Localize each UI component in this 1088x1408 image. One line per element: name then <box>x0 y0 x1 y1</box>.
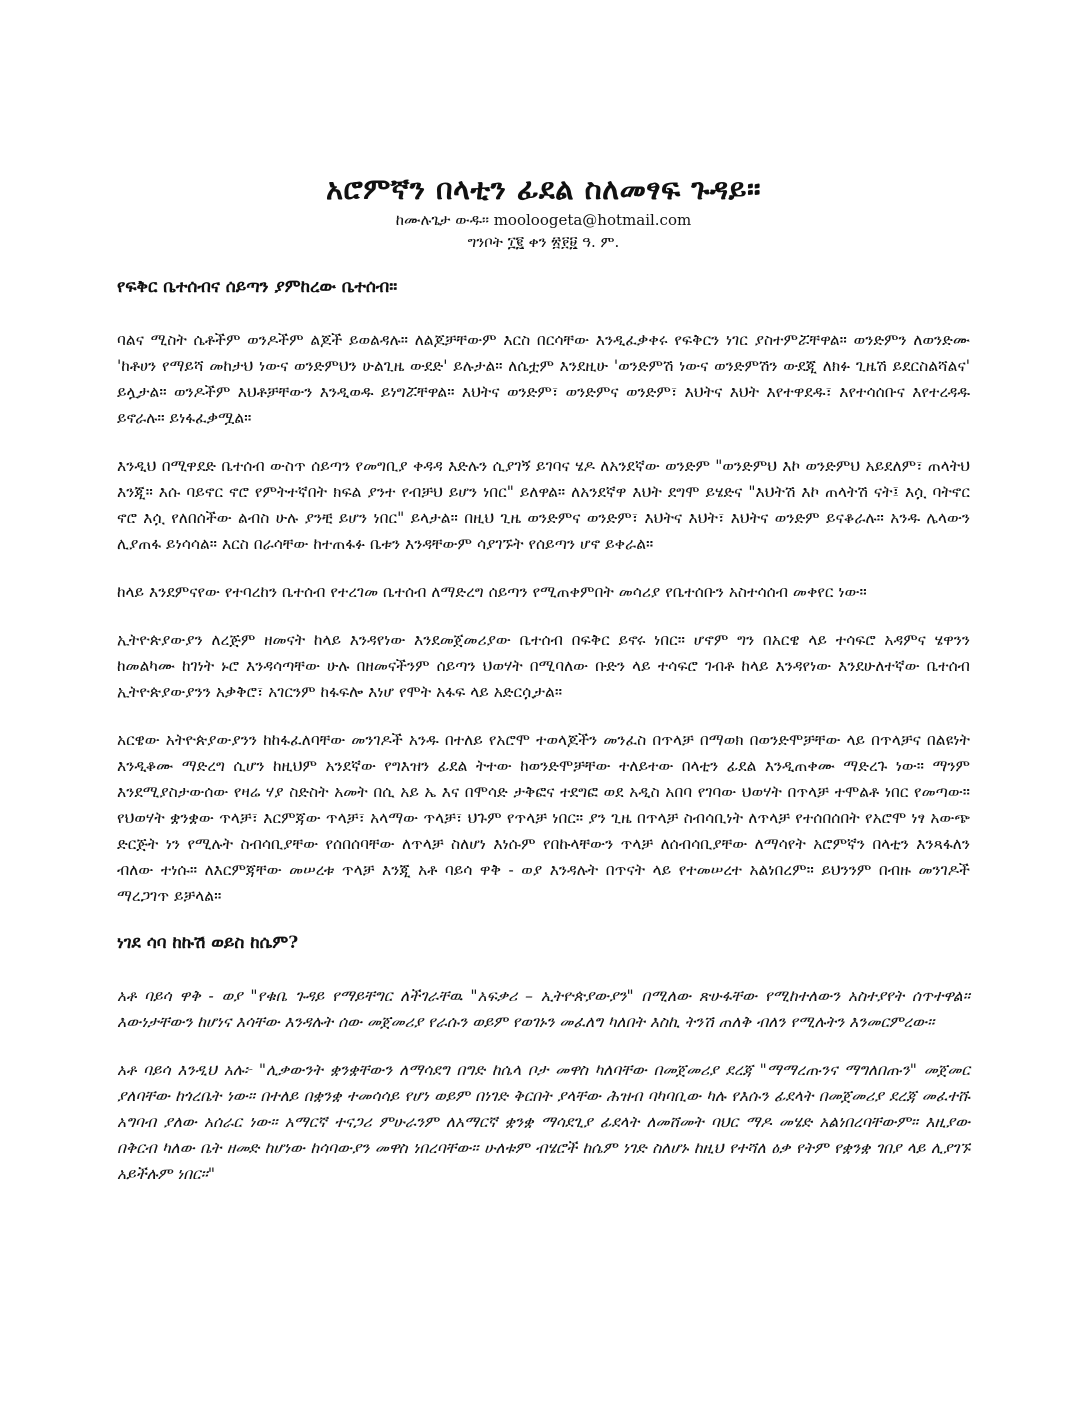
date-prefix: ግንቦት <box>467 233 508 251</box>
quoted-paragraph: አቶ ባይሳ እንዲህ አሉ፦ "ሊቃውንት ቋንቋቸውን ለማሳደግ በግድ ከሴላ ቦታ መዋስ ካለባቸው በመጀመሪያ ደረጃ "ማማረጡንና ማግለበጡን" መጀመር ያለባቸው ከጎረቤት ነው። በተለይ በቋንቋ ተመሳሳይ የሆነ ወይም በነገድ ቅርበት ያላቸው ሕዝብ ባካባቢው ካሉ የእሱን ፊደላት በመጀመሪያ ደረጃ መፈተሹ አግባብ ያለው አሰራር ነው። አማርኛ ተናጋሪ ምሁራንም ለአማርኛ ቋንቋ ማሳደጊያ ፊደላት ለመሸመት ባህር ማዶ መሄድ አልነበረባቸውም። እዚያው በቅርብ ካለው ቤት ዘመድ ከሆነው ከሳባውያን መዋስ ነበረባቸው። ሁለቱም ብሄሮች ከሴም ነገድ ስለሆኑ ከዚህ የተሻለ ዕቃ የትም የቋንቋ ገበያ ላይ ሊያገኙ አይችሉም ነበር።" <box>117 1061 971 1183</box>
document-title: አሮምኛን በላቲን ፊደል ስለመፃፍ ጉዳይ። <box>326 172 761 206</box>
paragraph: ከላይ እንደምናየው የተባረከን ቤተሰብ የተረገመ ቤተሰብ ለማድረግ ሰይጣን የሚጠቀምበት መሳሪያ የቤተሰቡን አስተሳሰብ መቀየር ነው። <box>117 583 867 601</box>
section-heading: ነገደ ሳባ ከኩሽ ወይስ ከሴም? <box>117 933 299 953</box>
document-date <box>117 231 970 253</box>
section-heading: የፍቅር ቤተሰብና ሰይጣን ያምከረው ቤተሰብ። <box>117 277 398 297</box>
paragraph: እንዲህ በሚዋደድ ቤተሰብ ውስጥ ሰይጣን የመግቢያ ቀዳዳ እድሉን ሲያገኝ ይገባና ሄዶ ለአንደኛው ወንድም "ወንድምህ እኮ ወንድምህ አይደለም፣ ጠላትህ እንጂ። እሱ ባይኖር ኖሮ የምትተኛበት ክፍል ያንተ የብቻህ ይሆን ነበር" ይለዋል። ለአንደኛዋ እህት ደግሞ ይሄድና "እህትሽ እኮ ጠላትሽ ናት፤ እሷ ባትኖር ኖሮ እሷ የለበሰችው ልብስ ሁሉ ያንቺ ይሆን ነበር" ይላታል። በዚህ ጊዜ ወንድምና ወንድም፣ እህትና እህት፣ እህትና ወንድም ይናቆራሉ። አንዱ ሌላውን ሊያጠፋ ይነሳሳል። እርስ በራሳቸው ከተጠፋፉ ቤቱን እንዳቸውም ሳያገኙት የሰይጣን ሆኖ ይቀራል። <box>117 457 970 553</box>
paragraph: አርዌው አትዮጵያውያንን ከከፋፈለባቸው መንገዶች አንዱ በተለይ የአሮሞ ተወላጆችን መንፈስ በጥላቻ በማወክ በወንድሞቻቸው ላይ በጥላቻና በልዩነት እንዲቆሙ ማድረግ ሲሆን ከዚህም አንደኛው የግእዝን ፊደል ትተው ከወንድሞቻቸው ተለይተው በላቲን ፊደል እንዲጠቀሙ ማድረጉ ነው። ማንም እንደሚያስታውሰው የዛሬ ሃያ ስድስት አመት በሲ አይ ኤ እና በሞሳድ ታቅፎና ተደግፎ ወደ አዲስ አበባ የገባው ህወሃት በጥላቻ ተሞልቶ ነበር የመጣው። የህወሃት ቋንቋው ጥላቻ፣ እርምጃው ጥላቻ፣ አላማው ጥላቻ፣ ህጉም የጥላቻ ነበር። ያን ጊዜ በጥላቻ ስብሳቢነት ለጥላቻ የተሰበሰበት የአሮሞ ነፃ አውጭ ድርጅት ነን የሚሉት ስብሳቢያቸው የሰበሰባቸው ለጥላቻ ስለሆነ እነሱም የበኩላቸውን ጥላቻ ለሰብሳቢያቸው ለማሳየት አሮምኛን በላቲን እንጻፋለን ብለው ተነሱ። ለእርምጃቸው መሠረቱ ጥላቻ እንጂ አቶ ባይሳ ዋቅ - ወያ እንዳሉት በጥናት ላይ የተመሠረተ አልነበረም። ይህንንም በብዙ መንገዶች ማረጋገጥ ይቻላል። <box>117 731 970 905</box>
author-byline: ከሙሉጌታ ውዱ። mooloogeta@hotmail.com <box>395 211 692 229</box>
date-day: ፲፪ <box>507 233 524 251</box>
paragraph: ኢትዮጵያውያን ለረጅም ዘመናት ከላይ እንዳየነው እንደመጀመሪያው ቤተሰብ በፍቅር ይኖሩ ነበር። ሆኖም ግን በአርዌ ላይ ተሳፍሮ አዳምና ሄዋንን ከመልካሙ ከገነት ኑሮ እንዳሳጣቸው ሁሉ በዘመናችንም ሰይጣን ህወሃት በሚባለው ቡድን ላይ ተሳፍሮ ገብቶ ከላይ እንዳየነው እንደሁለተኛው ቤተሰብ ኢትዮጵያውያንን አቃቅሮ፣ አገርንም ከፋፍሎ እነሆ የሞት አፋፍ ላይ አድርሷታል። <box>117 631 970 701</box>
paragraph: ባልና ሚስት ሴቶችም ወንዶችም ልጆች ይወልዳሉ። ለልጆቻቸውም እርስ በርሳቸው እንዲፈቃቀሩ የፍቅርን ነገር ያስተምሯቸዋል። ወንድምን ለወንድሙ 'ከቶሀን የማይሻ መከታህ ነውና ወንድምህን ሁልጊዜ ውደድ' ይሉታል። ለሴቷም እንደዚሁ 'ወንድምሽ ነውና ወንድምሽን ውደጂ ለክፉ ጊዜሽ ይደርስልሻልና' ይሏታል። ወንዶችም እህቶቻቸውን እንዲወዱ ይነግሯቸዋል። እህትና ወንድም፣ ወንድምና ወንድም፣ እህትና እህት እየተዋደዱ፣ እየተሳሰቡና እየተረዳዱ ይኖራሉ። ይነፋፈቃሟል። <box>117 331 970 427</box>
date-suffix: ዓ. ም. <box>577 233 620 251</box>
date-mid: ቀን <box>523 233 552 251</box>
document-page <box>117 172 970 1187</box>
paragraph: አቶ ባይሳ ዋቅ - ወያ "የቁቤ ጉዳይ የማይቸግር ለችገራቸዉ "አፍቃሪ – ኢትዮጵያውያን" በሚለው ጽሁፋቸው የሚከተለውን አስተያየት ሰጥተዋል። እውነታቸውን ከሆነና እሳቸው እንዳሉት ሰው መጀመሪያ የራሱን ወይም የወገኑን መፈለግ ካለበት እስኪ ትንሽ ጠለቅ ብለን የሚሉትን እንመርምረው። <box>117 987 970 1031</box>
date-year: ፳፻፱ <box>551 233 578 251</box>
